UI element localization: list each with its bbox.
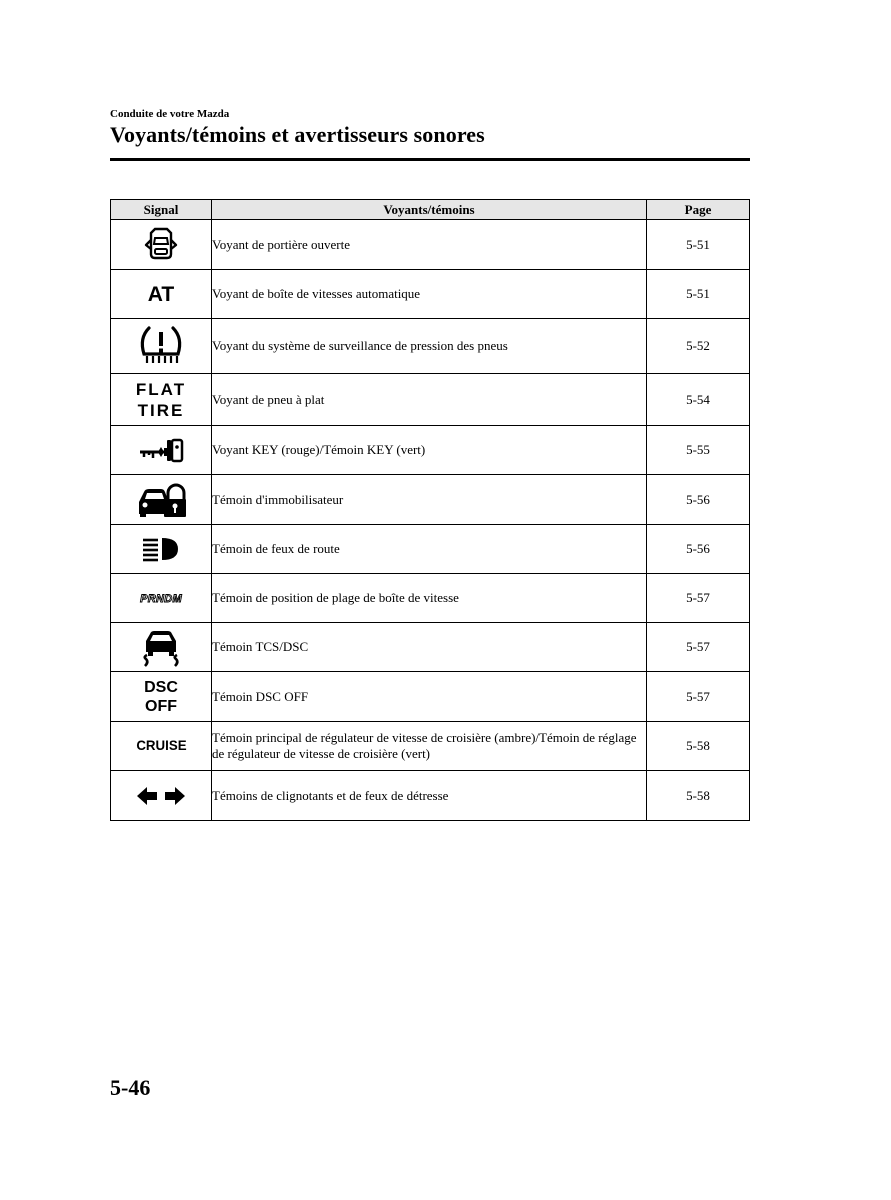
row-description: Voyant de boîte de vitesses automatique <box>212 270 647 319</box>
row-page: 5-51 <box>647 220 750 270</box>
prndm-icon: PRNDM <box>140 593 182 605</box>
row-description: Voyant KEY (rouge)/Témoin KEY (vert) <box>212 426 647 475</box>
signal-cell <box>111 319 212 374</box>
row-description: Témoin principal de régulateur de vitesse de croisière (ambre)/Témoin de réglage de régulateur de vitesse de croisière (vert) <box>212 722 647 771</box>
signal-cell <box>111 722 212 771</box>
row-description: Témoin de position de plage de boîte de vitesse <box>212 574 647 623</box>
signal-cell <box>111 220 212 270</box>
page-title: Voyants/témoins et avertisseurs sonores <box>110 122 485 147</box>
row-page: 5-58 <box>647 722 750 771</box>
row-description: Témoin TCS/DSC <box>212 623 647 672</box>
tire-pressure-icon <box>111 324 211 368</box>
table-row <box>111 319 750 374</box>
cruise-icon: CRUISE <box>135 737 187 753</box>
immobilizer-icon <box>111 482 211 518</box>
row-page: 5-55 <box>647 426 750 475</box>
table-row <box>111 574 750 623</box>
table-row <box>111 475 750 525</box>
row-page: 5-54 <box>647 374 750 426</box>
row-page: 5-57 <box>647 623 750 672</box>
row-page: 5-56 <box>647 475 750 525</box>
at-icon: AT <box>147 282 175 306</box>
row-description: Témoin d'immobilisateur <box>212 475 647 525</box>
row-page: 5-51 <box>647 270 750 319</box>
table-row <box>111 426 750 475</box>
dsc-off-text-line: DSC <box>144 678 178 696</box>
row-page: 5-56 <box>647 525 750 574</box>
header-page: Page <box>647 200 750 220</box>
table-row <box>111 623 750 672</box>
table-row <box>111 374 750 426</box>
table-row <box>111 672 750 722</box>
signal-cell <box>111 525 212 574</box>
table-row <box>111 220 750 270</box>
section-label: Conduite de votre Mazda <box>110 108 230 120</box>
signal-cell <box>111 374 212 426</box>
table-row <box>111 771 750 821</box>
tcs-dsc-icon <box>111 627 211 667</box>
row-page: 5-57 <box>647 672 750 722</box>
key-icon <box>111 434 211 466</box>
signal-cell <box>111 771 212 821</box>
signal-cell <box>111 672 212 722</box>
row-page: 5-52 <box>647 319 750 374</box>
table-row <box>111 270 750 319</box>
row-description: Voyant de portière ouverte <box>212 220 647 270</box>
page-number: 5-46 <box>110 1075 151 1100</box>
signal-cell <box>111 426 212 475</box>
dsc-off-icon <box>144 678 178 716</box>
table-header-row <box>111 200 750 220</box>
header-signal: Signal <box>111 200 212 220</box>
header-description: Voyants/témoins <box>212 200 647 220</box>
flat-tire-icon <box>136 379 186 421</box>
row-description: Voyant du système de surveillance de pression des pneus <box>212 319 647 374</box>
table-row <box>111 525 750 574</box>
signal-cell <box>111 270 212 319</box>
dsc-off-text-line: OFF <box>145 697 177 715</box>
row-page: 5-57 <box>647 574 750 623</box>
row-description: Témoins de clignotants et de feux de détresse <box>212 771 647 821</box>
warning-lights-table <box>110 199 750 821</box>
flat-tire-text-line: TIRE <box>137 400 185 420</box>
signal-cell <box>111 574 212 623</box>
signal-cell <box>111 475 212 525</box>
flat-tire-text-line: FLAT <box>135 379 187 399</box>
row-description: Voyant de pneu à plat <box>212 374 647 426</box>
title-divider <box>110 158 750 161</box>
turn-signal-icon <box>111 785 211 807</box>
table-row <box>111 722 750 771</box>
high-beam-icon <box>111 535 211 563</box>
row-description: Témoin de feux de route <box>212 525 647 574</box>
signal-cell <box>111 623 212 672</box>
door-ajar-icon <box>111 225 211 265</box>
row-page: 5-58 <box>647 771 750 821</box>
row-description: Témoin DSC OFF <box>212 672 647 722</box>
